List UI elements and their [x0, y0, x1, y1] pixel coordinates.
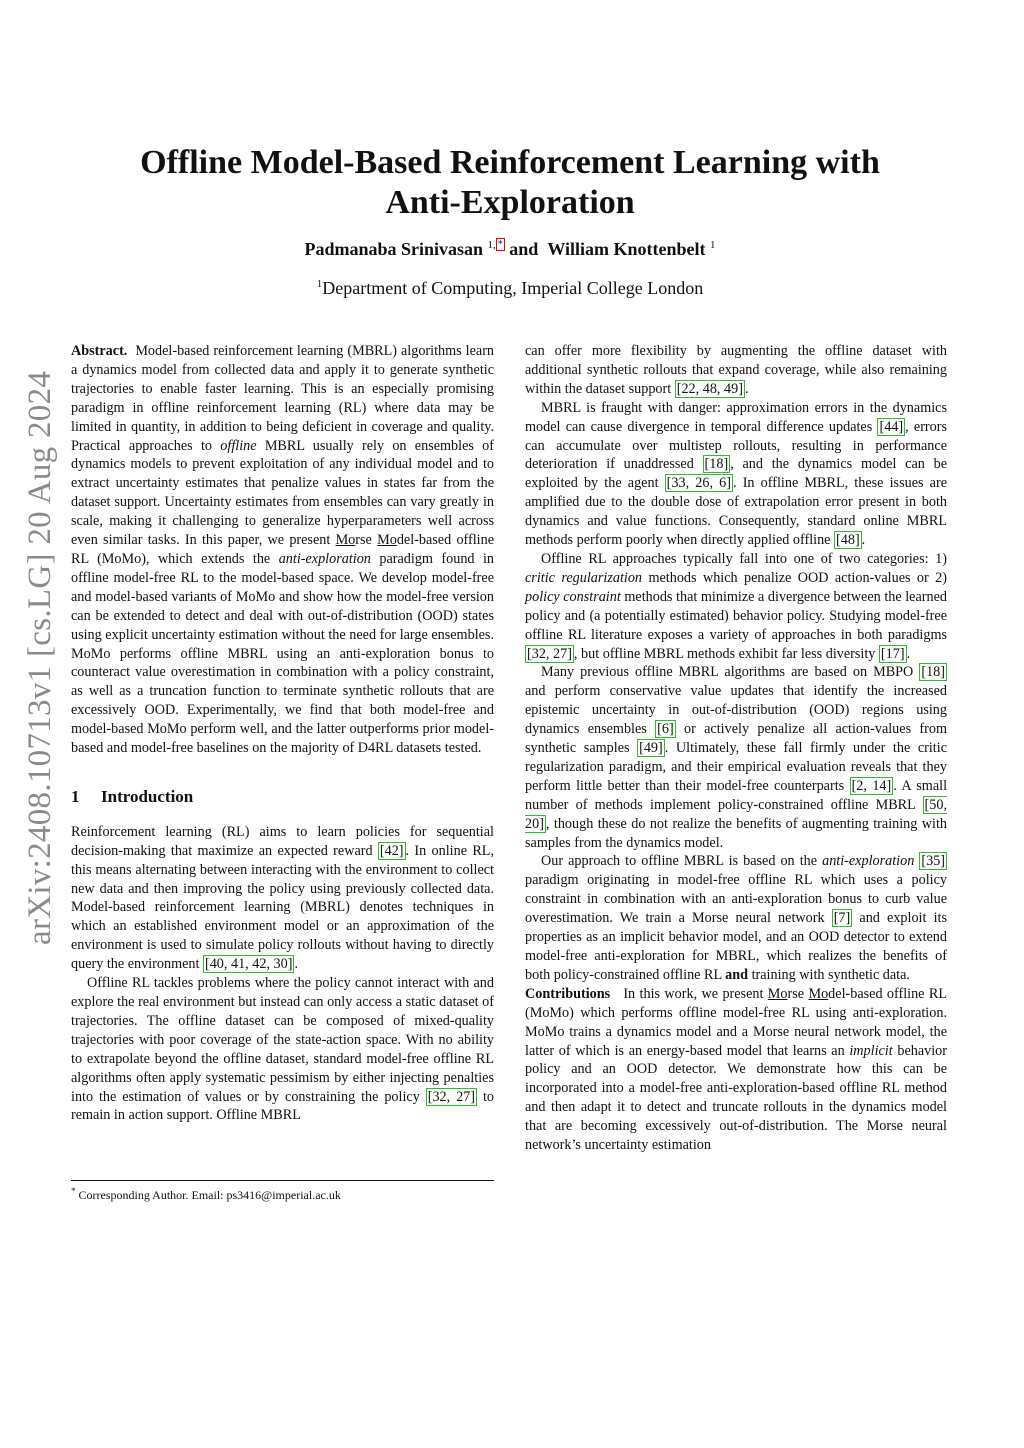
citation-link[interactable]: [50, 20]: [525, 796, 947, 832]
author-1-affil: 1,: [487, 239, 496, 251]
affiliation: [60, 278, 960, 299]
footnote-mark: *: [71, 1186, 76, 1196]
section-number: 1: [71, 786, 80, 806]
arxiv-id-text: arXiv:2408.10713v1 [cs.LG] 20 Aug 2024: [22, 370, 58, 945]
abstract-label: Abstract.: [71, 343, 128, 359]
author-2: William Knottenbelt: [547, 239, 706, 259]
footnote-rule: [71, 1180, 494, 1181]
citation-link[interactable]: [48]: [836, 532, 860, 549]
footnote: [71, 1186, 341, 1203]
author-2-affil: 1: [710, 239, 716, 251]
right-paragraph-2: MBRL is fraught with danger: approximation errors in the dynamics model can cause divergence in temporal difference updates [44] , errors can accumulate over multistep rollouts, resulting in performance deterioration if unaddressed [18] , and the dynamics model can be exploited by the agent [33, 26, 6] . In offline MBRL, these issues are amplified due to the double dose of extrapolation error present in both dynamics and value functions. Consequently, standard online MBRL methods perform poorly when directly applied offline [48] .: [525, 399, 947, 549]
right-paragraph-4: Many previous offline MBRL algorithms are based on MBPO [18] and perform conservative value updates that identify the increased epistemic uncertainty in out-of-distribution (OOD) regions using dynamics ensembles [6] or actively penalize all action-values from synthetic samples [49] . Ultimately, these fall firmly under the critic regularization paradigm, and their empirical evaluation reveals that they perform little better than their model-free counterparts [2, 14] . A small number of methods implement policy-constrained offline MBRL [50, 20] , though these do not realize the benefits of augmenting training with samples from the dynamics model.: [525, 664, 948, 851]
contributions-label: Contributions: [525, 985, 611, 1002]
citation-link[interactable]: [18]: [704, 456, 729, 473]
intro-paragraph-2: Offline RL tackles problems where the policy cannot interact with and explore the real environment but instead can only access a static dataset of trajectories. The offline dataset can be composed of mixed-quality trajectories with poor coverage of the state-action space. With no ability to extrapolate beyond the offline dataset, standard model-free offline RL algorithms often apply systematic pessimism by either injecting penalties into the estimation of values or by constraining the policy [32, 27] to remain in action support. Offline MBRL: [71, 975, 494, 1124]
author-and: and: [509, 239, 539, 259]
citation-link[interactable]: [7]: [833, 910, 851, 927]
right-paragraph-1: can offer more flexibility by augmenting the offline dataset with additional synthetic rollouts that expand coverage, while also remaining within the dataset support [22, 48, 49] .: [525, 343, 947, 397]
contributions-paragraph: Contributions In this work, we present Morse Model-based offline RL (MoMo) which performs offline model-free RL using anti-exploration. MoMo trains a dynamics model and a Morse neural network model, the latter of which is an energy-based model that learns an implicit behavior policy and an OOD detector. We demonstrate how this can be incorporated into a model-free anti-exploration-based offline RL method and then adapt it to detect and truncate rollouts in the dynamics model that are becoming excessively out-of-distribution. The Morse neural network’s uncertainty estimation: [525, 985, 947, 1154]
citation-link[interactable]: [32, 27]: [527, 645, 572, 662]
paper-title: [60, 143, 960, 223]
affil-text: Department of Computing, Imperial College London: [322, 278, 704, 298]
citation-link[interactable]: [17]: [880, 645, 905, 662]
citation-link[interactable]: [33, 26, 6]: [666, 475, 731, 492]
arxiv-identifier: [22, 370, 58, 945]
citation-link[interactable]: [2, 14]: [851, 777, 892, 794]
right-paragraph-3: Offline RL approaches typically fall into one of two categories: 1) critic regularization methods which penalize OOD action-values or 2) policy constraint methods that minimize a divergence between the learned policy and (a potentially estimated) behavior policy. Studying model-free offline RL literature exposes a variety of approaches in both paradigms [32, 27] , but offline MBRL methods exhibit far less diversity [17] .: [525, 550, 947, 662]
left-column: [71, 342, 494, 1125]
author-1: Padmanaba Srinivasan: [304, 239, 484, 259]
citation-link[interactable]: [22, 48, 49]: [676, 380, 743, 397]
citation-link[interactable]: [35]: [921, 853, 946, 870]
title-line-2: Anti-Exploration: [385, 184, 635, 221]
right-column: [525, 342, 947, 1155]
abstract: Abstract. Model-based reinforcement learning (MBRL) algorithms learn a dynamics model from collected data and apply it to generate synthetic trajectories to enable faster learning. This is an especially promising paradigm in offline reinforcement learning (RL) where data may be limited in quantity, in addition to being deficient in coverage and quality. Practical approaches to offline MBRL usually rely on ensembles of dynamics models to prevent exploitation of any individual model and to extract uncertainty estimates that penalize values in states far from the dataset support. Uncertainty estimates from ensembles can vary greatly in scale, making it challenging to generalize hyperparameters well across even similar tasks. In this paper, we present Morse Model-based offline RL (MoMo), which extends the anti-exploration paradigm found in offline model-free RL to the model-based space. We develop model-free and model-based variants of MoMo and show how the model-free version can be extended to detect and deal with out-of-distribution (OOD) states using explicit uncertainty estimation without the need for large ensembles. MoMo performs offline MBRL using an anti-exploration bonus to counteract value overestimation in combination with a policy constraint, as well as a truncation function to terminate synthetic rollouts that are excessively OOD. Experimentally, we find that both model-free and model-based MoMo perform well, and the latter outperforms prior model-based and model-free baselines on the majority of D4RL datasets tested.: [71, 343, 495, 757]
citation-link[interactable]: [18]: [921, 664, 945, 681]
right-paragraph-5: Our approach to offline MBRL is based on the anti-exploration [35] paradigm originating in model-free offline RL which uses a policy constraint in combination with an anti-exploration bonus to curb value overestimation. We train a Morse neural network [7] and exploit its properties as an implicit behavior model, and an OOD detector to extend model-free anti-exploration for MBRL, which realizes the benefits of both policy-constrained offline RL and training with synthetic data.: [525, 853, 947, 983]
author-list: [60, 238, 960, 260]
citation-link[interactable]: [42]: [379, 842, 404, 859]
citation-link[interactable]: [32, 27]: [427, 1088, 476, 1105]
section-heading-introduction: [71, 788, 494, 807]
citation-link[interactable]: [44]: [879, 418, 904, 435]
citation-link[interactable]: [40, 41, 42, 30]: [204, 956, 293, 973]
title-line-1: Offline Model-Based Reinforcement Learning with: [140, 144, 880, 181]
affil-sup: 1: [316, 278, 323, 290]
corresponding-author-link[interactable]: *: [497, 239, 503, 250]
section-title: Introduction: [101, 786, 194, 806]
citation-link[interactable]: [6]: [657, 721, 674, 738]
intro-paragraph-1: Reinforcement learning (RL) aims to learn policies for sequential decision-making that maximize an expected reward [42] . In online RL, this means alternating between interacting with the environment to collect new data and then improving the policy using previously collected data. Model-based reinforcement learning (MBRL) denotes techniques in which an established environment model or an approximation of the environment is used to simulate policy rollouts without having to directly query the environment [40, 41, 42, 30] .: [71, 823, 494, 973]
footnote-text: Corresponding Author. Email: ps3416@imperial.ac.uk: [78, 1188, 341, 1202]
citation-link[interactable]: [49]: [639, 740, 663, 757]
